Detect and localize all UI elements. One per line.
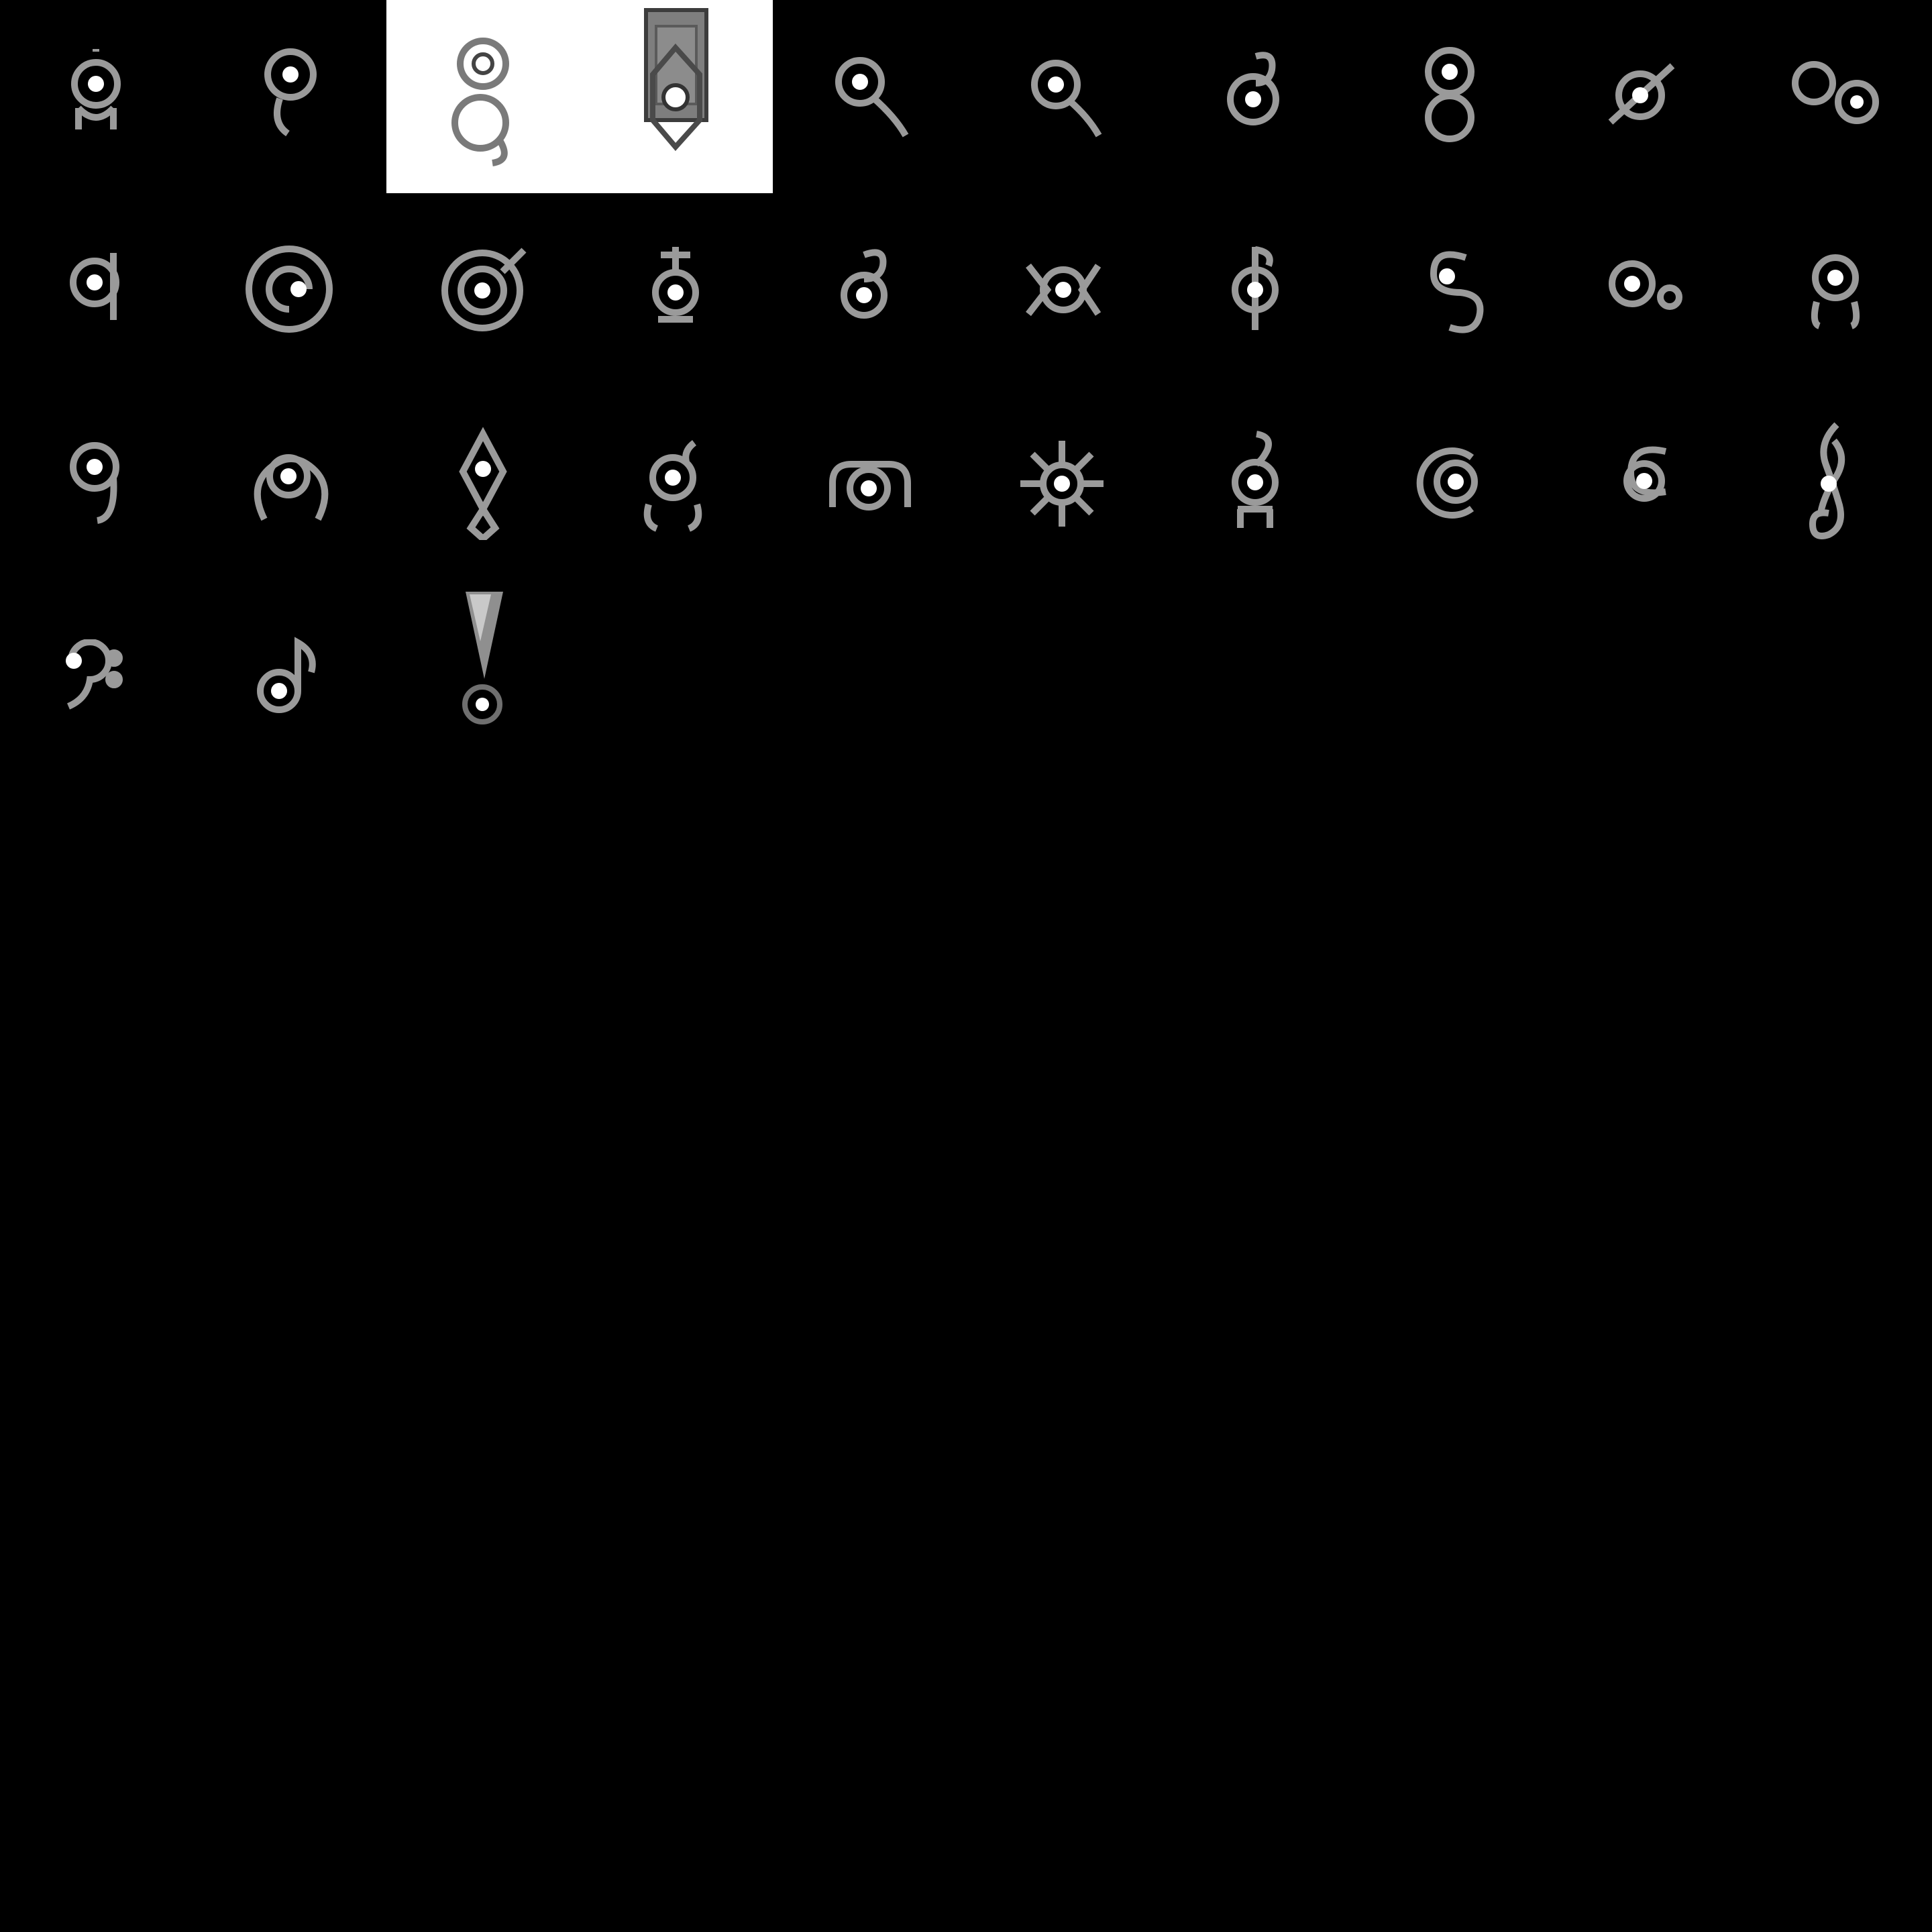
sprite-cell[interactable] <box>1546 193 1739 386</box>
sprite-cell[interactable] <box>0 193 193 386</box>
unown-o-glyph <box>773 193 966 386</box>
sprite-cell[interactable] <box>773 0 966 193</box>
sprite-cell[interactable] <box>1546 0 1739 193</box>
sprite-cell[interactable] <box>1739 0 1932 193</box>
sprite-cell[interactable] <box>773 386 966 580</box>
unown-g-glyph <box>1159 0 1352 193</box>
sprite-cell-selected[interactable] <box>580 0 773 193</box>
sprite-row <box>0 386 1932 580</box>
treble-clef-icon <box>1739 386 1932 580</box>
sprite-cell[interactable] <box>1352 193 1546 386</box>
unown-r-glyph <box>1352 193 1546 386</box>
sprite-cell[interactable] <box>193 193 386 386</box>
unown-a-glyph <box>0 0 193 193</box>
unown-exclam-glyph <box>1159 386 1352 580</box>
sprite-cell[interactable] <box>0 580 193 773</box>
sprite-row <box>0 193 1932 386</box>
sprite-cell[interactable] <box>1352 386 1546 580</box>
unown-h-glyph <box>1352 0 1546 193</box>
sprite-cell[interactable] <box>0 0 193 193</box>
sprite-cell[interactable] <box>580 193 773 386</box>
sprite-cell[interactable] <box>966 0 1159 193</box>
unown-l-glyph <box>193 193 386 386</box>
bass-clef-icon <box>0 580 193 773</box>
sprite-cell[interactable] <box>1159 0 1352 193</box>
sprite-cell[interactable] <box>1739 193 1932 386</box>
sprite-cell[interactable] <box>193 580 386 773</box>
sprite-cell[interactable] <box>966 386 1159 580</box>
unown-k-glyph <box>0 193 193 386</box>
unown-y-glyph <box>773 386 966 580</box>
unown-extra-1-glyph <box>1546 386 1739 580</box>
unown-z-glyph <box>966 386 1159 580</box>
sprite-cell-highlighted[interactable] <box>386 0 580 193</box>
sprite-cell[interactable] <box>193 0 386 193</box>
sprite-cell[interactable] <box>1159 193 1352 386</box>
cursor-dot-glyph <box>386 580 580 773</box>
unown-j-glyph <box>1739 0 1932 193</box>
unown-n-glyph <box>580 193 773 386</box>
unown-d-glyph <box>580 0 773 193</box>
sprite-row <box>0 0 1932 193</box>
unown-question-glyph <box>1352 386 1546 580</box>
sprite-cell[interactable] <box>193 386 386 580</box>
unown-f-glyph <box>966 0 1159 193</box>
unown-w-glyph <box>386 386 580 580</box>
sprite-cell[interactable] <box>386 193 580 386</box>
unown-m-glyph <box>386 193 580 386</box>
unown-b-glyph <box>193 0 386 193</box>
unown-q-glyph <box>1159 193 1352 386</box>
unown-s-glyph <box>1546 193 1739 386</box>
unown-i-glyph <box>1546 0 1739 193</box>
sprite-cell[interactable] <box>1739 386 1932 580</box>
sprite-cell[interactable] <box>386 386 580 580</box>
unown-p-glyph <box>966 193 1159 386</box>
sprite-cell[interactable] <box>580 386 773 580</box>
unown-u-glyph <box>0 386 193 580</box>
sprite-cell-cursor[interactable] <box>386 580 580 773</box>
unown-e-glyph <box>773 0 966 193</box>
sprite-cell[interactable] <box>1546 386 1739 580</box>
sprite-cell[interactable] <box>773 193 966 386</box>
sprite-row <box>0 580 1932 773</box>
sprite-cell[interactable] <box>966 193 1159 386</box>
sprite-cell[interactable] <box>1352 0 1546 193</box>
eighth-note-icon <box>193 580 386 773</box>
unown-v-glyph <box>193 386 386 580</box>
unown-c-glyph <box>386 0 580 193</box>
unown-t-glyph <box>1739 193 1932 386</box>
sprite-cell[interactable] <box>0 386 193 580</box>
unown-x-glyph <box>580 386 773 580</box>
sprite-cell[interactable] <box>1159 386 1352 580</box>
